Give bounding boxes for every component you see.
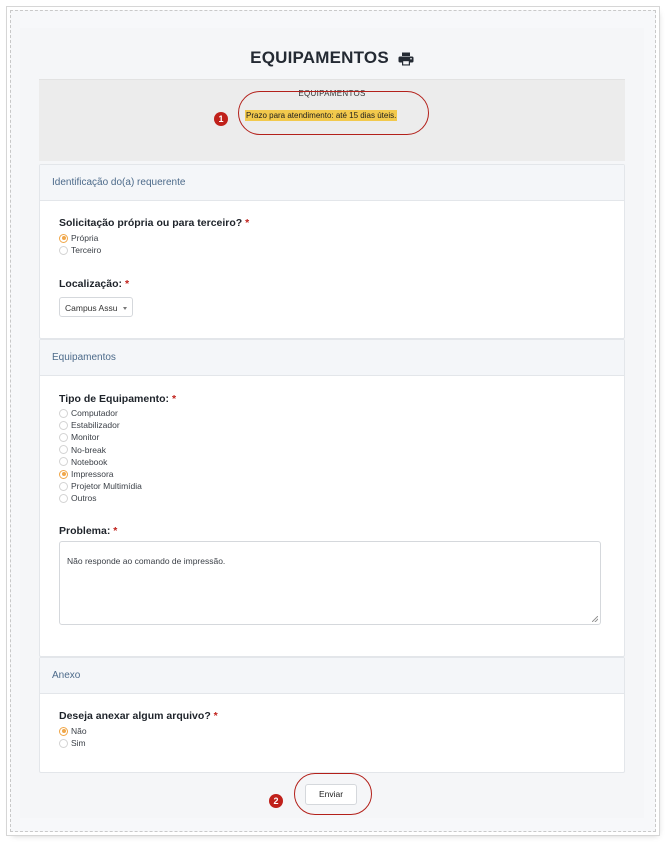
required-asterisk: * [124, 278, 130, 290]
section-header-anexo: Anexo [40, 658, 624, 694]
radio-estabilizador[interactable]: Estabilizador [59, 419, 142, 431]
callout-highlight-submit [294, 773, 372, 815]
radio-monitor[interactable]: Monitor [59, 431, 142, 443]
notice-title: EQUIPAMENTOS [298, 89, 366, 98]
radio-terceiro[interactable]: Terceiro [59, 244, 101, 256]
radio-outros[interactable]: Outros [59, 492, 142, 504]
problema-label: Problema: * [59, 525, 118, 537]
anexar-radio-group [59, 725, 87, 749]
callout-marker-1: 1 [214, 112, 228, 126]
section-equipamentos [39, 339, 625, 657]
tipo-equipamento-label: Tipo de Equipamento: * [59, 393, 177, 405]
chevron-down-icon [123, 307, 127, 310]
required-asterisk: * [245, 217, 250, 229]
enviar-button[interactable]: Enviar [305, 784, 357, 805]
page-title: EQUIPAMENTOS [20, 48, 644, 71]
tipo-equipamento-radio-group [59, 407, 142, 505]
radio-propria[interactable]: Própria [59, 232, 101, 244]
problema-textarea[interactable]: Não responde ao comando de impressão. [59, 541, 601, 625]
section-header-equipamentos: Equipamentos [40, 340, 624, 376]
section-anexo [39, 657, 625, 773]
printer-icon[interactable] [398, 51, 414, 71]
radio-empty-icon[interactable] [59, 739, 68, 748]
localizacao-select[interactable]: Campus Assu [59, 297, 133, 317]
form-page [20, 28, 644, 818]
section-identificacao [39, 164, 625, 339]
deadline-notice: Prazo para atendimento: até 15 dias úteis. [246, 111, 397, 120]
callout-marker-2: 2 [269, 794, 283, 808]
radio-selected-icon[interactable] [59, 470, 68, 479]
radio-impressora[interactable]: Impressora [59, 468, 142, 480]
radio-notebook[interactable]: Notebook [59, 456, 142, 468]
radio-empty-icon[interactable] [59, 457, 68, 466]
solicitacao-label: Solicitação própria ou para terceiro? * [59, 217, 250, 229]
radio-empty-icon[interactable] [59, 445, 68, 454]
resize-handle-icon[interactable] [592, 616, 598, 622]
radio-sim[interactable]: Sim [59, 737, 87, 749]
callout-highlight-deadline [238, 91, 429, 135]
radio-selected-icon[interactable] [59, 727, 68, 736]
radio-empty-icon[interactable] [59, 433, 68, 442]
section-header-identificacao: Identificação do(a) requerente [40, 165, 624, 201]
radio-empty-icon[interactable] [59, 494, 68, 503]
radio-computador[interactable]: Computador [59, 407, 142, 419]
solicitacao-radio-group [59, 232, 101, 256]
radio-nao[interactable]: Não [59, 725, 87, 737]
localizacao-label: Localização: * [59, 278, 130, 290]
radio-selected-icon[interactable] [59, 234, 68, 243]
required-asterisk: * [113, 525, 118, 537]
radio-empty-icon[interactable] [59, 421, 68, 430]
radio-empty-icon[interactable] [59, 482, 68, 491]
radio-empty-icon[interactable] [59, 409, 68, 418]
anexar-label: Deseja anexar algum arquivo? * [59, 710, 218, 722]
radio-no-break[interactable]: No-break [59, 444, 142, 456]
required-asterisk: * [213, 710, 218, 722]
radio-empty-icon[interactable] [59, 246, 68, 255]
required-asterisk: * [171, 393, 177, 405]
radio-projetor-multimidia[interactable]: Projetor Multimídia [59, 480, 142, 492]
